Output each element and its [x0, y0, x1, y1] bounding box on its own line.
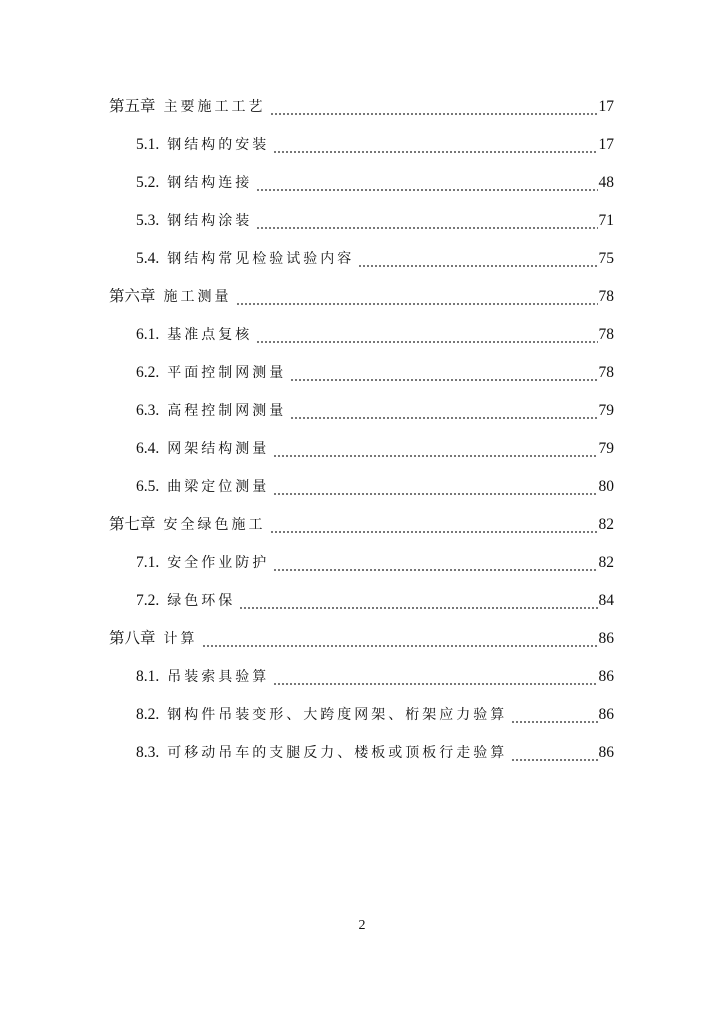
toc-entry-page: 86 [598, 630, 614, 647]
toc-entry-title: 主要施工工艺 [163, 99, 266, 115]
toc-entry-number: 5.4. [136, 250, 160, 267]
toc-entry-page: 82 [598, 554, 614, 571]
dot-leader [236, 282, 598, 312]
toc-entry-chapter-7[interactable] [109, 510, 614, 540]
toc-entry-page: 79 [598, 402, 614, 419]
toc-entry-number: 6.3. [136, 402, 160, 419]
toc-entry-page: 80 [598, 478, 614, 495]
toc-entry-title: 曲梁定位测量 [167, 479, 270, 495]
dot-leader [273, 548, 597, 578]
dot-leader [270, 510, 598, 540]
toc-entry-title: 钢结构常见检验试验内容 [167, 251, 355, 267]
toc-entry-number: 5.3. [136, 212, 160, 229]
toc-entry-title: 网架结构测量 [167, 441, 270, 457]
toc-entry-number: 6.5. [136, 478, 160, 495]
toc-entry-number: 8.2. [136, 706, 160, 723]
dot-leader [273, 472, 597, 502]
toc-entry-number: 6.2. [136, 364, 160, 381]
toc-entry-page: 86 [598, 744, 614, 761]
toc-entry-number: 8.3. [136, 744, 160, 761]
toc-entry-5-3[interactable] [136, 206, 614, 236]
toc-entry-page: 48 [598, 174, 614, 191]
toc-entry-title: 吊装索具验算 [167, 669, 270, 685]
dot-leader [256, 206, 597, 236]
toc-entry-page: 75 [598, 250, 614, 267]
dot-leader [511, 738, 597, 768]
toc-entry-7-2[interactable] [136, 586, 614, 616]
toc-entry-title: 高程控制网测量 [167, 403, 287, 419]
toc-entry-6-2[interactable] [136, 358, 614, 388]
toc-entry-6-5[interactable] [136, 472, 614, 502]
toc-entry-page: 86 [598, 706, 614, 723]
toc-entry-number: 6.1. [136, 326, 160, 343]
dot-leader [270, 92, 598, 122]
toc-entry-page: 78 [598, 326, 614, 343]
dot-leader [273, 662, 597, 692]
toc-entry-title: 计算 [163, 631, 198, 647]
toc-row [0, 662, 724, 692]
toc-entry-page: 17 [598, 98, 614, 115]
toc-row [0, 586, 724, 616]
toc-entry-chapter-8[interactable] [109, 624, 614, 654]
toc-entry-page: 84 [598, 592, 614, 609]
toc-row [0, 168, 724, 198]
toc-entry-chapter-6[interactable] [109, 282, 614, 312]
toc-entry-8-3[interactable] [136, 738, 614, 768]
toc-entry-5-1[interactable] [136, 130, 614, 160]
toc-entry-page: 79 [598, 440, 614, 457]
toc-entry-page: 17 [598, 136, 614, 153]
dot-leader [273, 130, 597, 160]
toc-entry-number: 5.1. [136, 136, 160, 153]
toc-row [0, 548, 724, 578]
dot-leader [290, 358, 597, 388]
dot-leader [202, 624, 598, 654]
toc-entry-8-1[interactable] [136, 662, 614, 692]
toc-entry-title: 钢结构的安装 [167, 137, 270, 153]
toc-entry-page: 71 [598, 212, 614, 229]
toc-row [0, 434, 724, 464]
toc-entry-number: 6.4. [136, 440, 160, 457]
toc-row [0, 472, 724, 502]
toc-entry-title: 施工测量 [163, 289, 232, 305]
toc-entry-number: 第八章 [109, 630, 156, 647]
toc-entry-title: 安全作业防护 [167, 555, 270, 571]
toc-entry-title: 钢构件吊装变形、大跨度网架、桁架应力验算 [167, 707, 508, 723]
toc-row [0, 738, 724, 768]
toc-entry-page: 78 [598, 288, 614, 305]
dot-leader [273, 434, 597, 464]
toc-row [0, 130, 724, 160]
toc-entry-title: 钢结构涂装 [167, 213, 253, 229]
page-number: 2 [358, 918, 366, 933]
toc-entry-7-1[interactable] [136, 548, 614, 578]
toc-row [0, 624, 724, 654]
toc-entry-page: 78 [598, 364, 614, 381]
dot-leader [256, 320, 597, 350]
dot-leader [256, 168, 597, 198]
toc-row [0, 92, 724, 122]
toc-entry-number: 7.2. [136, 592, 160, 609]
toc-row [0, 510, 724, 540]
toc-entry-number: 7.1. [136, 554, 160, 571]
toc-row [0, 244, 724, 274]
toc-entry-title: 安全绿色施工 [163, 517, 266, 533]
toc-row [0, 320, 724, 350]
dot-leader [358, 244, 597, 274]
toc-row [0, 206, 724, 236]
dot-leader [290, 396, 597, 426]
toc-entry-number: 8.1. [136, 668, 160, 685]
toc-entry-title: 基准点复核 [167, 327, 253, 343]
toc-row [0, 700, 724, 730]
dot-leader [239, 586, 597, 616]
toc-entry-title: 平面控制网测量 [167, 365, 287, 381]
toc-row [0, 282, 724, 312]
toc-entry-title: 钢结构连接 [167, 175, 253, 191]
toc-entry-6-3[interactable] [136, 396, 614, 426]
toc-entry-5-2[interactable] [136, 168, 614, 198]
toc-entry-8-2[interactable] [136, 700, 614, 730]
dot-leader [511, 700, 597, 730]
toc-entry-page: 82 [598, 516, 614, 533]
toc-entry-number: 第五章 [109, 98, 156, 115]
toc-entry-number: 5.2. [136, 174, 160, 191]
toc-entry-title: 可移动吊车的支腿反力、楼板或顶板行走验算 [167, 745, 508, 761]
toc-entry-title: 绿色环保 [167, 593, 236, 609]
toc-entry-number: 第七章 [109, 516, 156, 533]
toc-entry-chapter-5[interactable] [109, 92, 614, 122]
toc-entry-page: 86 [598, 668, 614, 685]
toc-entry-number: 第六章 [109, 288, 156, 305]
toc-row [0, 396, 724, 426]
toc-entry-5-4[interactable] [136, 244, 614, 274]
toc-entry-6-4[interactable] [136, 434, 614, 464]
toc-entry-6-1[interactable] [136, 320, 614, 350]
toc-row [0, 358, 724, 388]
